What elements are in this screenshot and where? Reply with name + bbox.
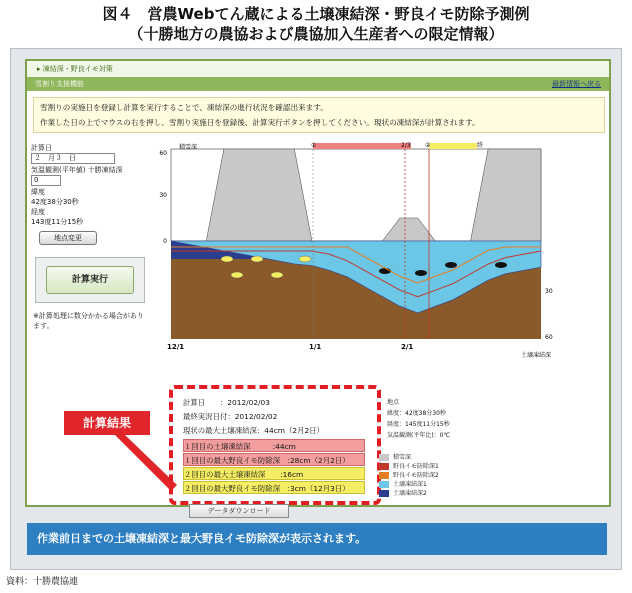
potato-marker-dark [379,268,391,274]
marker-label: 終 [477,142,484,149]
potato-marker [221,256,233,262]
x-tick: 1/1 [309,343,322,351]
result-row-3: ２回目の最大土壌凍結深 :16cm [183,467,365,480]
result-line-max-frost: 現状の最大土壌凍結深：44cm（2月2日） [183,426,324,435]
ref-station-label: 気温観測(平年値) 十勝凍結深 [31,166,123,174]
calc-button-panel [35,257,145,303]
legend-item [379,462,609,471]
lon-value: 143度11分15秒 [31,218,84,226]
app-window [25,59,611,515]
frost-depth-chart [161,141,571,377]
y-tick-top: 30 [159,192,167,199]
potato-marker [231,272,243,278]
result-row-1: １回目の土壌凍結深 :44cm [183,439,365,452]
location-change-button[interactable]: 地点変更 [39,231,97,245]
legend-swatch [379,472,389,479]
location-temp: 気温観測(平年比)：0℃ [387,432,451,439]
result-row-2: １回目の最大野良イモ防除深 :28cm（2月2日） [183,453,365,466]
legend-item [379,471,609,480]
legend-label: 土壌凍結深2 [393,490,427,497]
callout-arrow-shaft [115,433,177,491]
sidebar [31,143,147,329]
potato-marker [299,256,311,262]
location-panel [387,397,450,441]
result-callout-tag: 計算結果 [64,411,150,435]
legend-item [379,489,609,498]
calc-date-label: 計算日 [31,144,52,152]
potato-marker-dark [495,262,507,268]
ylabel-top: 積雪深 [179,144,198,151]
screenshot-frame [10,48,622,570]
location-title: 地点 [387,399,400,406]
data-download-button[interactable]: データダウンロード [189,504,289,518]
calc-run-button[interactable]: 計算実行 [46,266,134,294]
x-tick: 12/1 [167,343,185,351]
location-lon: 経度：145度11分15秒 [387,421,450,428]
sidebar-note: ※計算処理に数分かかる場合があります。 [33,312,144,330]
potato-marker-dark [415,270,427,276]
ref-station-field[interactable]: 0 [31,175,61,186]
marker-label: ② [425,142,431,149]
figure-source: 資料：十勝農協連 [6,577,79,587]
ylabel-bottom: 土壌凍結深 [521,352,552,359]
y-tick-bottom: 60 [545,334,553,341]
legend-label: 野良イモ防除深1 [393,463,439,470]
period-bar-1 [313,143,411,149]
x-tick: 2/1 [401,343,414,351]
back-link[interactable]: 最新情報へ戻る [552,80,601,88]
calc-date-field[interactable]: ２ 月３ 日 [31,153,115,164]
potato-marker [271,272,283,278]
legend-swatch [379,490,389,497]
location-lat: 緯度：42度38分30秒 [387,410,446,417]
info-box [33,97,605,133]
legend-label: 野良イモ防除深2 [393,472,439,479]
info-line-1: 雪割りの実施日を登録し計算を実行することで、凍結深の進行状況を確認出来ます。 [40,103,328,112]
lat-value: 42度38分30秒 [31,198,79,206]
legend-label: 土壌凍結深1 [393,481,427,488]
bottom-caption-bar: 作業前日までの土壌凍結深と最大野良イモ防除深が表示されます。 [27,523,607,555]
info-line-2: 作業した日の上でマウスの右を押し、雪割り実施日を登録後、計算実行ボタンを押してください。現状の凍結深が計算されます。 [40,118,480,127]
result-panel [177,394,374,499]
result-line-calc-date: 計算日 ：2012/02/03 [183,398,270,407]
legend-item [379,480,609,489]
result-row-4: ２回目の最大野良イモ防除深 :3cm（12月3日） [183,481,365,494]
marker-label: ① [311,142,317,149]
legend-swatch [379,454,389,461]
lat-label: 緯度 [31,188,45,196]
potato-marker [251,256,263,262]
result-line-last-date: 最終実況日付：2012/02/02 [183,412,278,421]
figure-subtitle: （十勝地方の農協および農協加入生産者への限定情報） [128,25,504,43]
section-title: 雪割り支援機能 [35,80,84,88]
legend-swatch [379,463,389,470]
lon-label: 経度 [31,208,45,216]
y-tick-top: 0 [163,238,167,245]
section-header [27,77,609,91]
legend-swatch [379,481,389,488]
marker-label: 2/3 [401,142,411,149]
potato-marker-dark [445,262,457,268]
nav-breadcrumb[interactable]: ▸ 凍結深・野良イモ対策 [27,61,609,77]
figure-title: 図４ 営農Webてん蔵による土壌凍結深・野良イモ防除予測例 [102,5,530,23]
y-tick-top: 60 [159,150,167,157]
period-bar-2 [429,143,477,149]
legend-label: 積雪深 [393,454,412,461]
legend-item [379,453,609,462]
y-tick-bottom: 30 [545,288,553,295]
chart-legend [379,453,609,501]
